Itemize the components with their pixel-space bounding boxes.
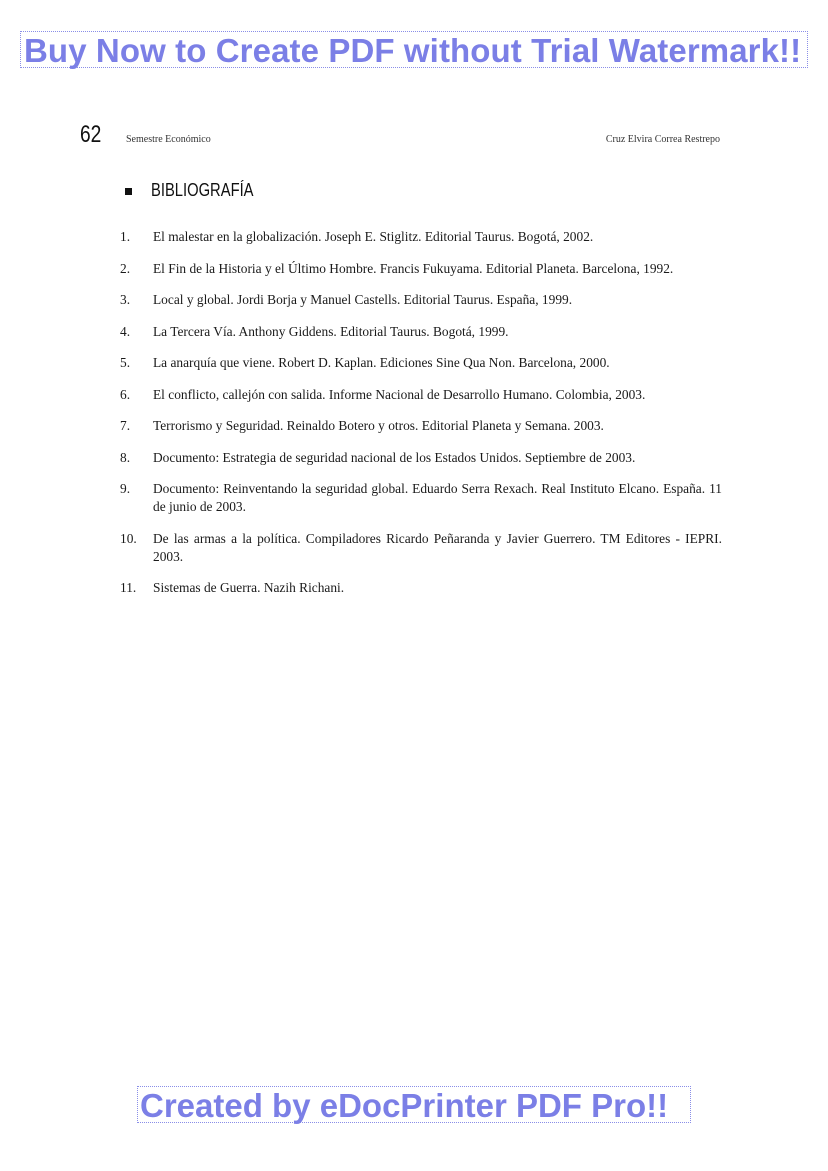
bibliography-entry xyxy=(120,260,722,278)
section-title: BIBLIOGRAFÍA xyxy=(151,180,254,200)
bibliography-entry xyxy=(120,579,722,597)
bibliography-list xyxy=(120,228,722,611)
entry-number: 2. xyxy=(120,260,131,276)
entry-text: Sistemas de Guerra. Nazih Richani. xyxy=(153,580,345,595)
creator-watermark-banner: Created by eDocPrinter PDF Pro!! xyxy=(137,1086,691,1123)
trial-watermark-banner: Buy Now to Create PDF without Trial Watermark!! xyxy=(20,31,808,68)
entry-number: 10. xyxy=(120,530,137,546)
entry-text: El conflicto, callejón con salida. Informe Nacional de Desarrollo Humano. Colombia, 2003. xyxy=(153,386,646,402)
entry-number: 3. xyxy=(120,292,131,307)
bibliography-entry xyxy=(120,480,722,516)
bibliography-entry xyxy=(120,530,722,566)
entry-text: Documento: Reinventando la seguridad global. Eduardo Serra Rexach. Real Instituto Elcano. España. 11 de junio de 2003. xyxy=(153,481,722,514)
entry-text: El malestar en la globalización. Joseph E. Stiglitz. Editorial Taurus. Bogotá, 2002. xyxy=(153,229,594,244)
entry-number: 5. xyxy=(120,355,131,370)
section-heading xyxy=(125,180,276,201)
entry-text: La anarquía que viene. Robert D. Kaplan. Ediciones Sine Qua Non. Barcelona, 2000. xyxy=(153,355,610,370)
bibliography-entry xyxy=(120,354,722,372)
entry-text: De las armas a la política. Compiladores Ricardo Peñaranda y Javier Guerrero. TM Editores - IEPRI. 2003. xyxy=(153,530,722,564)
page-number: 62 xyxy=(80,121,102,148)
running-header-journal: Semestre Económico xyxy=(126,134,211,145)
bibliography-entry xyxy=(120,386,722,404)
entry-number: 1. xyxy=(120,229,131,244)
entry-text: Terrorismo y Seguridad. Reinaldo Botero y otros. Editorial Planeta y Semana. 2003. xyxy=(153,418,604,433)
running-header-author: Cruz Elvira Correa Restrepo xyxy=(605,134,720,145)
entry-number: 7. xyxy=(120,418,131,433)
bibliography-entry xyxy=(120,449,722,467)
entry-text: Documento: Estrategia de seguridad nacional de los Estados Unidos. Septiembre de 2003. xyxy=(153,449,636,465)
entry-number: 8. xyxy=(120,449,131,465)
entry-text: Local y global. Jordi Borja y Manuel Castells. Editorial Taurus. España, 1999. xyxy=(153,292,573,307)
bibliography-entry xyxy=(120,417,722,435)
entry-text: El Fin de la Historia y el Último Hombre. Francis Fukuyama. Editorial Planeta. Barcelona, 1992. xyxy=(153,260,674,276)
entry-number: 6. xyxy=(120,386,131,402)
entry-text: La Tercera Vía. Anthony Giddens. Editorial Taurus. Bogotá, 1999. xyxy=(153,323,509,339)
entry-number: 4. xyxy=(120,323,131,339)
bibliography-entry xyxy=(120,228,722,246)
entry-number: 11. xyxy=(120,580,137,595)
entry-number: 9. xyxy=(120,481,131,496)
square-bullet-icon xyxy=(125,188,132,195)
bibliography-entry xyxy=(120,291,722,309)
bibliography-entry xyxy=(120,323,722,341)
